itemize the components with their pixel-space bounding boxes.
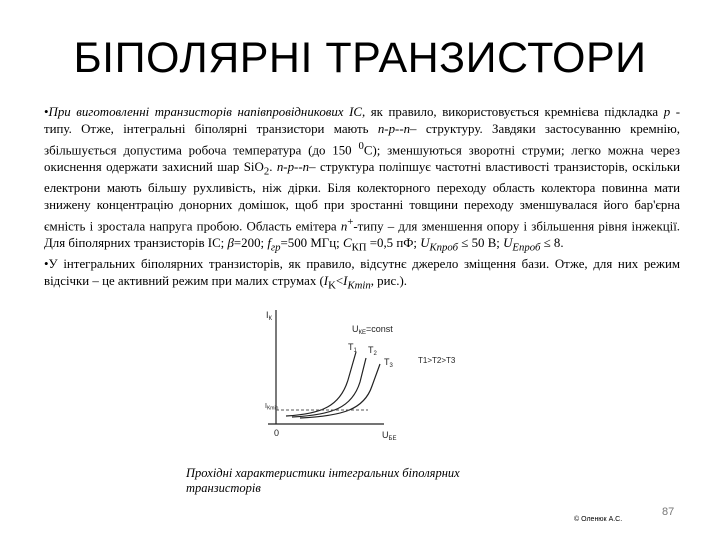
- t3-label: $T_3$: [384, 357, 393, 369]
- paragraph-cutoff-mode: •У інтегральних біполярних транзисторів, як правило, відсутнє джерело зміщення бази. Отже, для них режим відсічки – це активний режим при малих струмах ($I_K<I_{Kmin}$, рис.).: [44, 257, 680, 292]
- npn-term: n-р--n–: [377, 121, 417, 136]
- bullet: •: [44, 105, 49, 119]
- paragraph-fabrication: •При виготовленні транзисторів напівпровідникових ІС, як правило, використовується кремнієва підкладка р - типу. Отже, інтегральні біполярні транзистори мають n-р--n– структуру. Завдяки застосуванню кремнію, збільшується допустима робоча температура (до 150 $^0$С); зменшуються зворотні струми; легко можна через окиснення одержати захисний шар SiO$_2$. n-р--n– структура поліпшує частотні властивості транзисторів, оскільки електрони мають більшу рухливість, ніж дірки. Біля колекторного переходу область колектора повинна мати знижену концентрацію донорних домішок, щоб при зростанні товщини переходу зменшувалася його бар'єрна ємність і зростала напруга пробою. Область емітера n+-типу – для зменшення опору і збільшення рівня інжекції. Для біполярних транзисторів ІС; β=200; $f_{гр}=500$ МГц; $С_{КП} =0,5$ пФ; $U_{Кпроб} \le 50$ В; $U_{Епроб} \le 8$.: [44, 105, 681, 254]
- bullet: •: [44, 257, 49, 272]
- t1-label: $T_1$: [348, 342, 357, 354]
- author-credit: © Оленюк А.С.: [574, 516, 623, 523]
- condition-label: $U_{КЕ}=const$: [352, 324, 393, 336]
- curve-t2: [292, 358, 366, 417]
- y-axis-label: $I_К$: [266, 310, 273, 322]
- slide-title: БІПОЛЯРНІ ТРАНЗИСТОРИ: [73, 34, 647, 82]
- temperature-order-label: T1>T2>T3: [418, 356, 456, 365]
- curve-t1: [286, 352, 356, 416]
- t2-label: $T_2$: [368, 345, 377, 357]
- npn-term: n-р--n–: [276, 159, 316, 174]
- page-number: 87: [662, 506, 675, 518]
- origin-label: 0: [274, 428, 280, 438]
- figure-caption: Прохідні характеристики інтегральних біполярних транзисторів: [186, 466, 460, 495]
- transfer-characteristics-figure: [252, 306, 464, 458]
- slide-body: [44, 104, 680, 294]
- lead-phrase: При виготовленні транзисторів напівпровідникових ІС,: [48, 105, 366, 119]
- x-axis-label: $U_{БЕ}$: [382, 430, 397, 442]
- ikmin-label: $I_{Kmin}$: [265, 403, 279, 412]
